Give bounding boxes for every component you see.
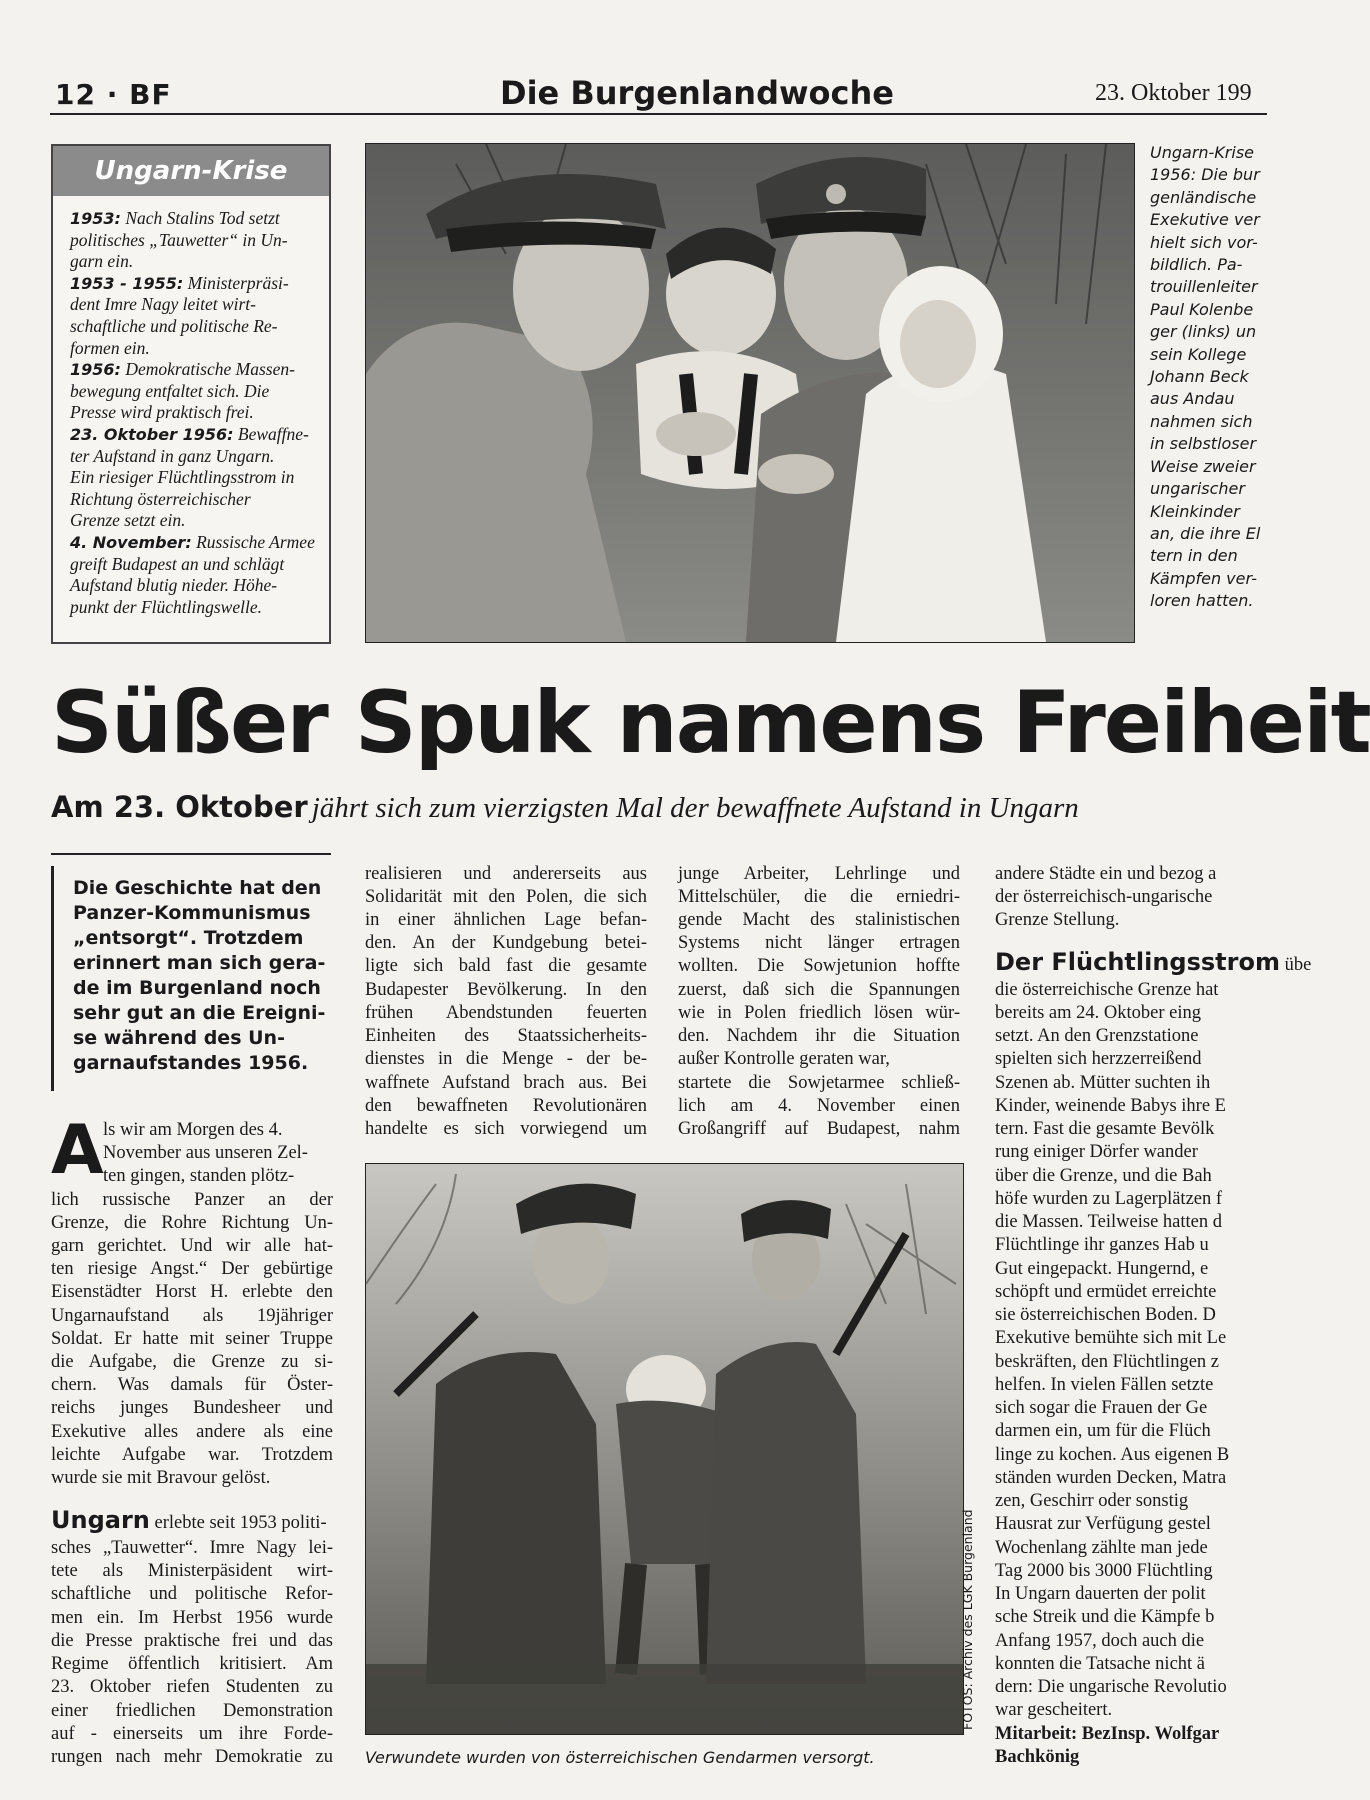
body-line: wie in Polen friedlich lösen wür-: [678, 1003, 960, 1023]
timeline-line: punkt der Flüchtlingswelle.: [70, 596, 262, 617]
timeline-line: bewegung entfaltet sich. Die: [70, 380, 270, 401]
body-line: November aus unseren Zel-: [103, 1143, 308, 1163]
intro-line: erinnert man sich gera-: [73, 952, 326, 974]
body-line: der österreichisch-ungarische: [995, 887, 1213, 907]
body-line: sches „Tauwetter“. Imre Nagy lei-: [51, 1538, 333, 1558]
page-number: 12 · BF: [55, 78, 172, 111]
body-line: konnten die Tatsache nicht ä: [995, 1654, 1206, 1674]
body-line: Exekutive bemühte sich mit Le: [995, 1328, 1227, 1348]
subheadline: [51, 790, 1267, 825]
body-line: darmen ein, um für die Flüch: [995, 1421, 1211, 1441]
body-line: über die Grenze, und die Bah: [995, 1166, 1212, 1186]
body-line: Einheiten des Staatssicherheits-: [365, 1026, 647, 1046]
intro-line: „entsorgt“. Trotzdem: [73, 927, 304, 949]
body-line: sie österreichischen Boden. D: [995, 1305, 1216, 1325]
intro-line: de im Burgenland noch: [73, 977, 321, 999]
body-line: Großangriff auf Budapest, nahm: [678, 1119, 960, 1139]
timeline-line: 4. November: Russische Armee: [70, 532, 315, 552]
body-line: Budapester Bevölkerung. In den: [365, 980, 647, 1000]
timeline-line: ter Aufstand in ganz Ungarn.: [70, 445, 275, 466]
body-line: tern. Fast die gesamte Bevölk: [995, 1119, 1215, 1139]
body-line: ten gingen, standen plötz-: [103, 1166, 295, 1186]
author-credit: Bachkönig: [995, 1747, 1080, 1767]
body-line: schöpft und ermüdet erreichte: [995, 1282, 1217, 1302]
body-line: setzt. An den Grenzstatione: [995, 1026, 1199, 1046]
top-photo-caption: Ungarn-Krise 1956: Die bur genländische Exekutive ver hielt sich vor- bildlich. Pa- trouillenleiter Paul Kolenbe ger (links) un sein Kollege Johann Beck aus Andau nahmen sich in selbstloser Weise zweier ungarischer Kleinkinder an, die ihre El tern in den Kämpfen ver- loren hatten.: [1150, 143, 1261, 611]
timeline-line: greift Budapest an und schlägt: [70, 553, 285, 574]
body-line: lich russische Panzer an der: [51, 1190, 333, 1210]
timeline-line: 1953: Nach Stalins Tod setzt: [70, 208, 280, 228]
body-line: Hausrat zur Verfügung gestel: [995, 1514, 1211, 1534]
subsection-line: Der Flüchtlingsstrom übe: [995, 948, 1312, 976]
body-line: den. An der Kundgebung betei-: [365, 933, 647, 953]
timeline-box: [51, 144, 331, 644]
photo-officers-with-children: [365, 143, 1135, 643]
body-line: Mittelschüler, die die erniedri-: [678, 887, 960, 907]
body-line: Grenze Stellung.: [995, 910, 1120, 930]
body-line: leichte Aufgabe war. Trotzdem: [51, 1445, 333, 1465]
body-line: einer friedlichen Demonstration: [51, 1701, 333, 1721]
body-line: Szenen ab. Mütter suchten ih: [995, 1073, 1211, 1093]
body-line: Flüchtlinge ihr ganzes Hab u: [995, 1235, 1209, 1255]
body-line: andere Städte ein und bezog a: [995, 864, 1217, 884]
subsection-heading: Ungarn: [51, 1506, 150, 1534]
body-line: den bewaffneten Revolutionären: [365, 1096, 647, 1116]
body-line: Grenze, die Rohre Richtung Un-: [51, 1213, 333, 1233]
body-line: spielten sich herzzerreißend: [995, 1049, 1202, 1069]
body-line: lich am 4. November einen: [678, 1096, 960, 1116]
body-line: 23. Oktober riefen Studenten zu: [51, 1677, 333, 1697]
timeline-line: 1953 - 1955: Ministerpräsi-: [70, 272, 289, 293]
subsection-line: Ungarn erlebte seit 1953 politi-: [51, 1506, 327, 1534]
timeline-line: garn ein.: [70, 251, 134, 272]
body-line: auf - einerseits um ihre Forde-: [51, 1724, 333, 1744]
body-line: ständen wurden Decken, Matra: [995, 1468, 1227, 1488]
body-line: rungen nach mehr Demokratie zu: [51, 1747, 333, 1767]
timeline-line: 1956: Demokratische Massen-: [70, 359, 295, 380]
body-line: frühen Abendstunden feuerten: [365, 1003, 647, 1023]
body-line: linge zu kochen. Aus eigenen B: [995, 1445, 1230, 1465]
body-line: dienstes in die Menge - der be-: [365, 1049, 647, 1069]
body-line: Tag 2000 bis 3000 Flüchtling: [995, 1561, 1213, 1581]
body-line: ligte sich bald fast die gesamte: [365, 956, 647, 976]
body-line: die Aufgabe, die Grenze zu si-: [51, 1352, 333, 1372]
timeline-line: dent Imre Nagy leitet wirt-: [70, 294, 256, 315]
timeline-line: Aufstand blutig nieder. Höhe-: [70, 575, 278, 596]
newspaper-name: Die Burgenlandwoche: [500, 74, 894, 112]
body-line: junge Arbeiter, Lehrlinge und: [678, 864, 960, 884]
body-line: rung einiger Dörfer wander: [995, 1142, 1198, 1162]
body-line: dern: Die ungarische Revolutio: [995, 1677, 1227, 1697]
body-line: chern. Was damals für Öster-: [51, 1375, 333, 1395]
body-line: bereits am 24. Oktober eing: [995, 1003, 1202, 1023]
body-line: den. Nachdem ihr die Situation: [678, 1026, 960, 1046]
intro-rule: [51, 853, 331, 855]
body-line: Ungarnaufstand als 19jähriger: [51, 1306, 333, 1326]
body-line: außer Kontrolle geraten war,: [678, 1049, 890, 1069]
subheadline-text: jährt sich zum vierzigsten Mal der bewaffnete Aufstand in Ungarn: [311, 792, 1079, 824]
timeline-title: Ungarn-Krise: [53, 146, 329, 196]
intro-line: se während des Un-: [73, 1027, 285, 1049]
intro-box: [51, 866, 331, 1091]
timeline-line: Grenze setzt ein.: [70, 510, 186, 531]
intro-line: Die Geschichte hat den: [73, 877, 322, 899]
body-line: die österreichische Grenze hat: [995, 980, 1219, 1000]
body-line: zen, Geschirr oder sonstig: [995, 1491, 1189, 1511]
header-rule: [50, 113, 1267, 115]
body-line: ten riesige Angst.“ Der gebürtige: [51, 1259, 333, 1279]
body-line: die Presse praktische frei und das: [51, 1631, 333, 1651]
body-line: helfen. In vielen Fällen setzte: [995, 1375, 1214, 1395]
intro-line: Panzer-Kommunismus: [73, 902, 311, 924]
body-line: reichs junges Bundesheer und: [51, 1398, 333, 1418]
body-line: garn gerichtet. Und wir alle hat-: [51, 1236, 333, 1256]
timeline-line: politisches „Tauwetter“ in Un-: [70, 229, 288, 250]
body-line: ls wir am Morgen des 4.: [103, 1120, 283, 1140]
body-line: gende Macht des stalinistischen: [678, 910, 960, 930]
timeline-line: 23. Oktober 1956: Bewaffne-: [70, 424, 309, 444]
body-line: sich sogar die Frauen der Ge: [995, 1398, 1208, 1418]
timeline-line: formen ein.: [70, 337, 150, 358]
body-line: startete die Sowjetarmee schließ-: [678, 1073, 960, 1093]
intro-line: garnaufstandes 1956.: [73, 1052, 309, 1074]
subsection-heading: Der Flüchtlingsstrom: [995, 948, 1280, 976]
body-line: realisieren und andererseits aus: [365, 864, 647, 884]
body-line: Gut eingepackt. Hungernd, e: [995, 1259, 1209, 1279]
issue-date: 23. Oktober 199: [1095, 80, 1252, 106]
body-line: Solidarität mit den Polen, die sich: [365, 887, 647, 907]
body-line: men ein. Im Herbst 1956 wurde: [51, 1608, 333, 1628]
body-line: handelte es sich vorwiegend um: [365, 1119, 647, 1139]
photo-gendarmes-helping-wounded: [365, 1163, 964, 1735]
body-line: beskräften, den Flüchtlingen z: [995, 1352, 1219, 1372]
bottom-photo-caption: Verwundete wurden von österreichischen Gendarmen versorgt.: [365, 1748, 875, 1767]
body-line: sche Streik und die Kämpfe b: [995, 1607, 1215, 1627]
body-line: Kinder, weinende Babys ihre E: [995, 1096, 1226, 1116]
body-line: Eisenstädter Horst H. erlebte den: [51, 1282, 333, 1302]
photo-image: [366, 1164, 963, 1734]
body-line: waffnete Aufstand brach aus. Bei: [365, 1073, 647, 1093]
timeline-line: Ein riesiger Flüchtlingsstrom in: [70, 467, 295, 488]
drop-cap: A: [51, 1111, 104, 1190]
body-line: in einer ähnlichen Lage befan-: [365, 910, 647, 930]
body-line: wollten. Die Sowjetunion hoffte: [678, 956, 960, 976]
timeline-line: schaftliche und politische Re-: [70, 316, 278, 336]
body-line: höfe wurden zu Lagerplätzen f: [995, 1189, 1223, 1209]
headline: Süßer Spuk namens Freiheit: [51, 673, 1370, 773]
body-line: zuerst, daß sich die Spannungen: [678, 980, 960, 1000]
body-line: In Ungarn dauerten der polit: [995, 1584, 1206, 1604]
body-line: schaftliche und politische Refor-: [51, 1584, 333, 1604]
body-line: Soldat. Er hatte mit seiner Truppe: [51, 1329, 333, 1349]
body-line: Systems nicht länger ertragen: [678, 933, 960, 953]
body-line: war gescheitert.: [995, 1700, 1113, 1720]
body-line: Wochenlang zählte man jede: [995, 1538, 1208, 1558]
body-line: Regime öffentlich kritisiert. Am: [51, 1654, 333, 1674]
body-line: Exekutive alles andere als eine: [51, 1422, 333, 1442]
timeline-line: Richtung österreichischer: [70, 488, 251, 509]
subheadline-lead: Am 23. Oktober: [51, 790, 308, 824]
body-line: wurde sie mit Bravour gelöst.: [51, 1468, 271, 1488]
body-line: Anfang 1957, doch auch die: [995, 1631, 1205, 1651]
photo-image: [366, 144, 1134, 642]
body-line: die Massen. Teilweise hatten d: [995, 1212, 1222, 1232]
timeline-line: Presse wird praktisch frei.: [70, 402, 254, 423]
body-line: tete als Ministerpäsident wirt-: [51, 1561, 333, 1581]
author-credit: Mitarbeit: BezInsp. Wolfgar: [995, 1724, 1220, 1744]
intro-line: sehr gut an die Ereigni-: [73, 1002, 326, 1024]
